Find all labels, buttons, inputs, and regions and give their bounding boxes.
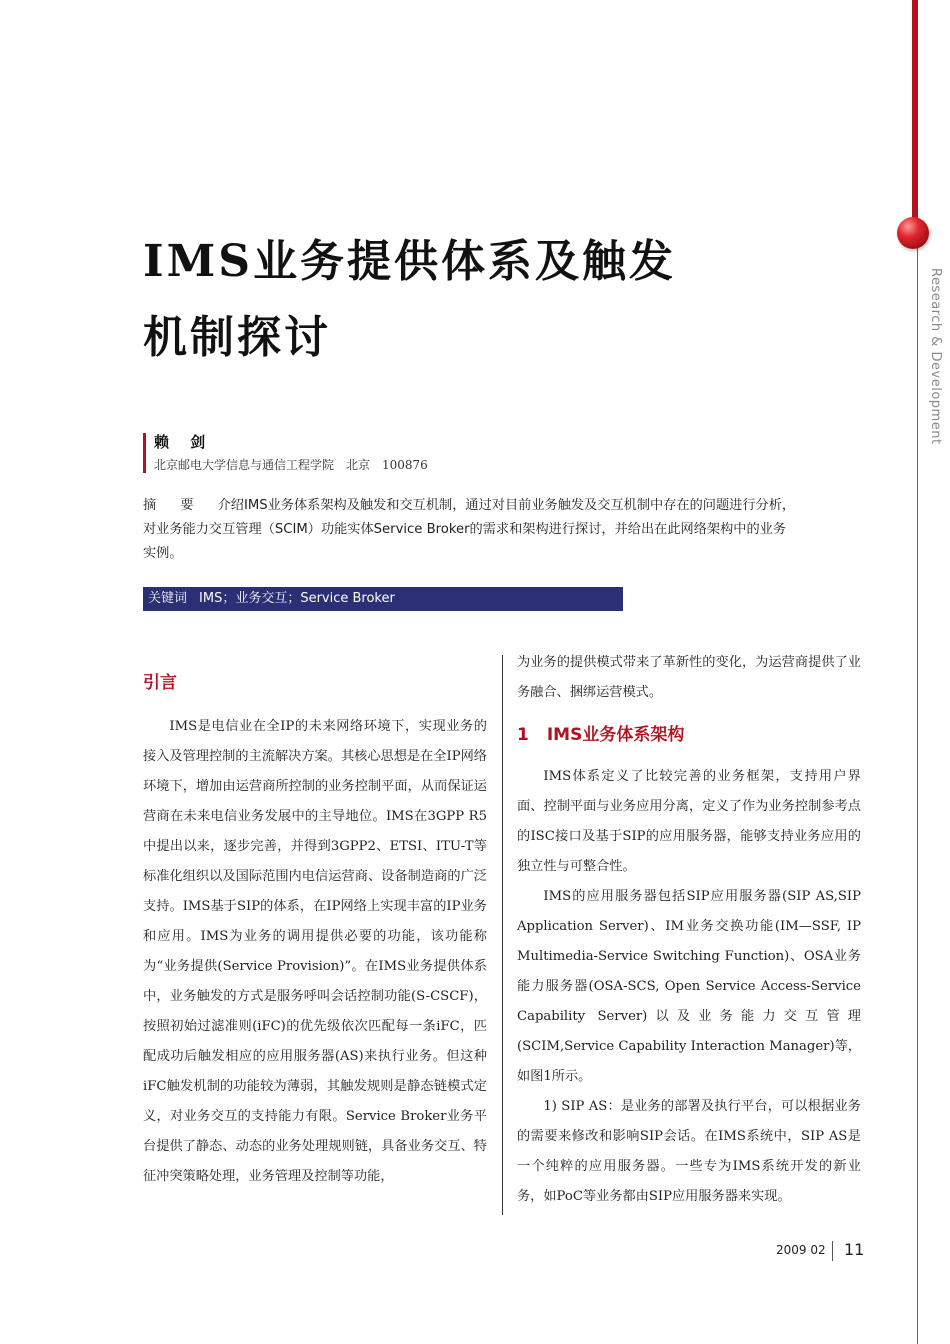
red-ball-icon: [897, 217, 929, 249]
footer-separator: [832, 1241, 833, 1261]
author-affiliation: 北京邮电大学信息与通信工程学院 北京 100876: [154, 458, 428, 472]
abstract-text: 介绍IMS业务体系架构及触发和交互机制，通过对目前业务触发及交互机制中存在的问题进行分析，对业务能力交互管理（SCIM）功能实体Service Broker的需求和架构进行探讨，并给出在此网络架构中的业务实例。: [143, 498, 796, 561]
keywords-box: [143, 587, 623, 611]
footer-issue-date: 2009 02: [776, 1243, 826, 1257]
right-column: [517, 648, 861, 1212]
footer-page-number: 11: [844, 1240, 865, 1259]
column-divider: [502, 655, 503, 1215]
article-title-line-2: 机制探讨: [143, 312, 331, 363]
keywords-text: IMS；业务交互；Service Broker: [199, 591, 395, 606]
abstract-label: 摘 要: [143, 498, 204, 513]
author-name: 赖 剑: [154, 433, 214, 451]
section-1-heading: [517, 720, 861, 750]
section-1-number: 1: [517, 725, 529, 745]
section-1-paragraph-1: IMS体系定义了比较完善的业务框架，支持用户界面、控制平面与业务应用分离，定义了作为业务控制参考点的ISC接口及基于SIP的应用服务器，能够支持业务应用的独立性与可整合性。: [517, 769, 861, 874]
decorative-red-line: [917, 238, 918, 1344]
author-accent-bar: [143, 433, 146, 473]
decorative-red-bar: [912, 0, 918, 238]
section-1-paragraph-3: 1) SIP AS：是业务的部署及执行平台，可以根据业务的需要来修改和影响SIP会话。在IMS系统中，SIP AS是一个纯粹的应用服务器。一些专为IMS系统开发的新业务，如PoC等业务都由SIP应用服务器来实现。: [517, 1099, 861, 1204]
section-side-label: Research & Development: [928, 268, 943, 445]
section-1-paragraph-2: IMS的应用服务器包括SIP应用服务器(SIP AS,SIP Application Server)、IM业务交换功能(IM—SSF, IP Multimedia-Service Switching Function)、OSA业务能力服务器(OSA-SCS, Open Service Access-Service Capability Server)以及业务能力交互管理(SCIM,Service Capability Interaction Manager)等，如图1所示。: [517, 889, 861, 1084]
intro-heading: 引言: [143, 673, 177, 693]
abstract: [143, 494, 799, 566]
article-title-line-1: IMS业务提供体系及触发: [143, 236, 677, 287]
continuation-paragraph: 为业务的提供模式带来了革新性的变化，为运营商提供了业务融合、捆绑运营模式。: [517, 655, 861, 700]
article-title: [143, 224, 676, 376]
section-1-title: IMS业务体系架构: [546, 725, 685, 745]
keywords-label: 关键词: [148, 591, 188, 606]
intro-paragraph: IMS是电信业在全IP的未来网络环境下，实现业务的接入及管理控制的主流解决方案。其核心思想是在全IP网络环境下，增加由运营商所控制的业务控制平面，从而保证运营商在未来电信业务发展中的主导地位。IMS在3GPP R5中提出以来，逐步完善，并得到3GPP2、ETSI、ITU-T等标准化组织以及国际范围内电信运营商、设备制造商的广泛支持。IMS基于SIP的体系，在IP网络上实现丰富的IP业务和应用。IMS为业务的调用提供必要的功能，该功能称为“业务提供(Service Provision)”。在IMS业务提供体系中，业务触发的方式是服务呼叫会话控制功能(S-CSCF)，按照初始过滤准则(iFC)的优先级依次匹配每一条iFC，匹配成功后触发相应的应用服务器(AS)来执行业务。但这种iFC触发机制的功能较为薄弱，其触发规则是静态链模式定义，对业务交互的支持能力有限。Service Broker业务平台提供了静态、动态的业务处理规则链，具备业务交互、特征冲突策略处理，业务管理及控制等功能，: [143, 719, 487, 1184]
left-column: [143, 652, 487, 1192]
